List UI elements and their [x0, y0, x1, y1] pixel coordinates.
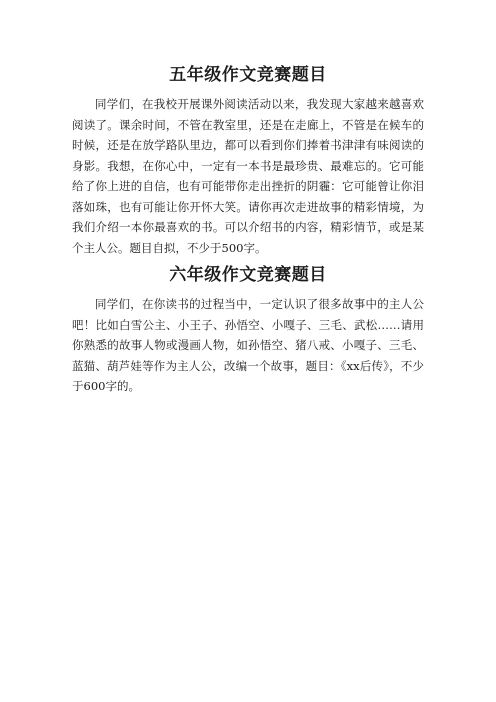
grade-five-body: 同学们，在我校开展课外阅读活动以来，我发现大家越来越喜欢阅读了。课余时间，不管在教室里，还是在走廊上，不管是在候车的时候，还是在放学路队里边，都可以看到你们捧着书津津有味阅读的身影。我想，在你心中，一定有一本书是最珍贵、最难忘的。它可能给了你上进的自信，也有可能带你走出挫折的阴霾：它可能曾让你泪落如珠，也有可能让你开怀大笑。请你再次走进故事的精彩情境，为我们介绍一本你最喜欢的书。可以介绍书的内容，精彩情节，或是某个主人公。题目自拟，不少于500字。: [72, 97, 424, 255]
grade-six-body: 同学们，在你读书的过程当中，一定认识了很多故事中的主人公吧！比如白雪公主、小王子、孙悟空、小嘎子、三毛、武松……请用你熟悉的故事人物或漫画人物，如孙悟空、猪八戒、小嘎子、三毛、蓝猫、葫芦娃等作为主人公，改编一个故事，题目：《xx后传》，不少于600字的。: [72, 297, 424, 393]
grade-six-section: [72, 262, 424, 397]
grade-six-title: 六年级作文竞赛题目: [169, 265, 327, 285]
grade-five-title: 五年级作文竞赛题目: [169, 65, 327, 85]
grade-five-section: [72, 62, 424, 258]
